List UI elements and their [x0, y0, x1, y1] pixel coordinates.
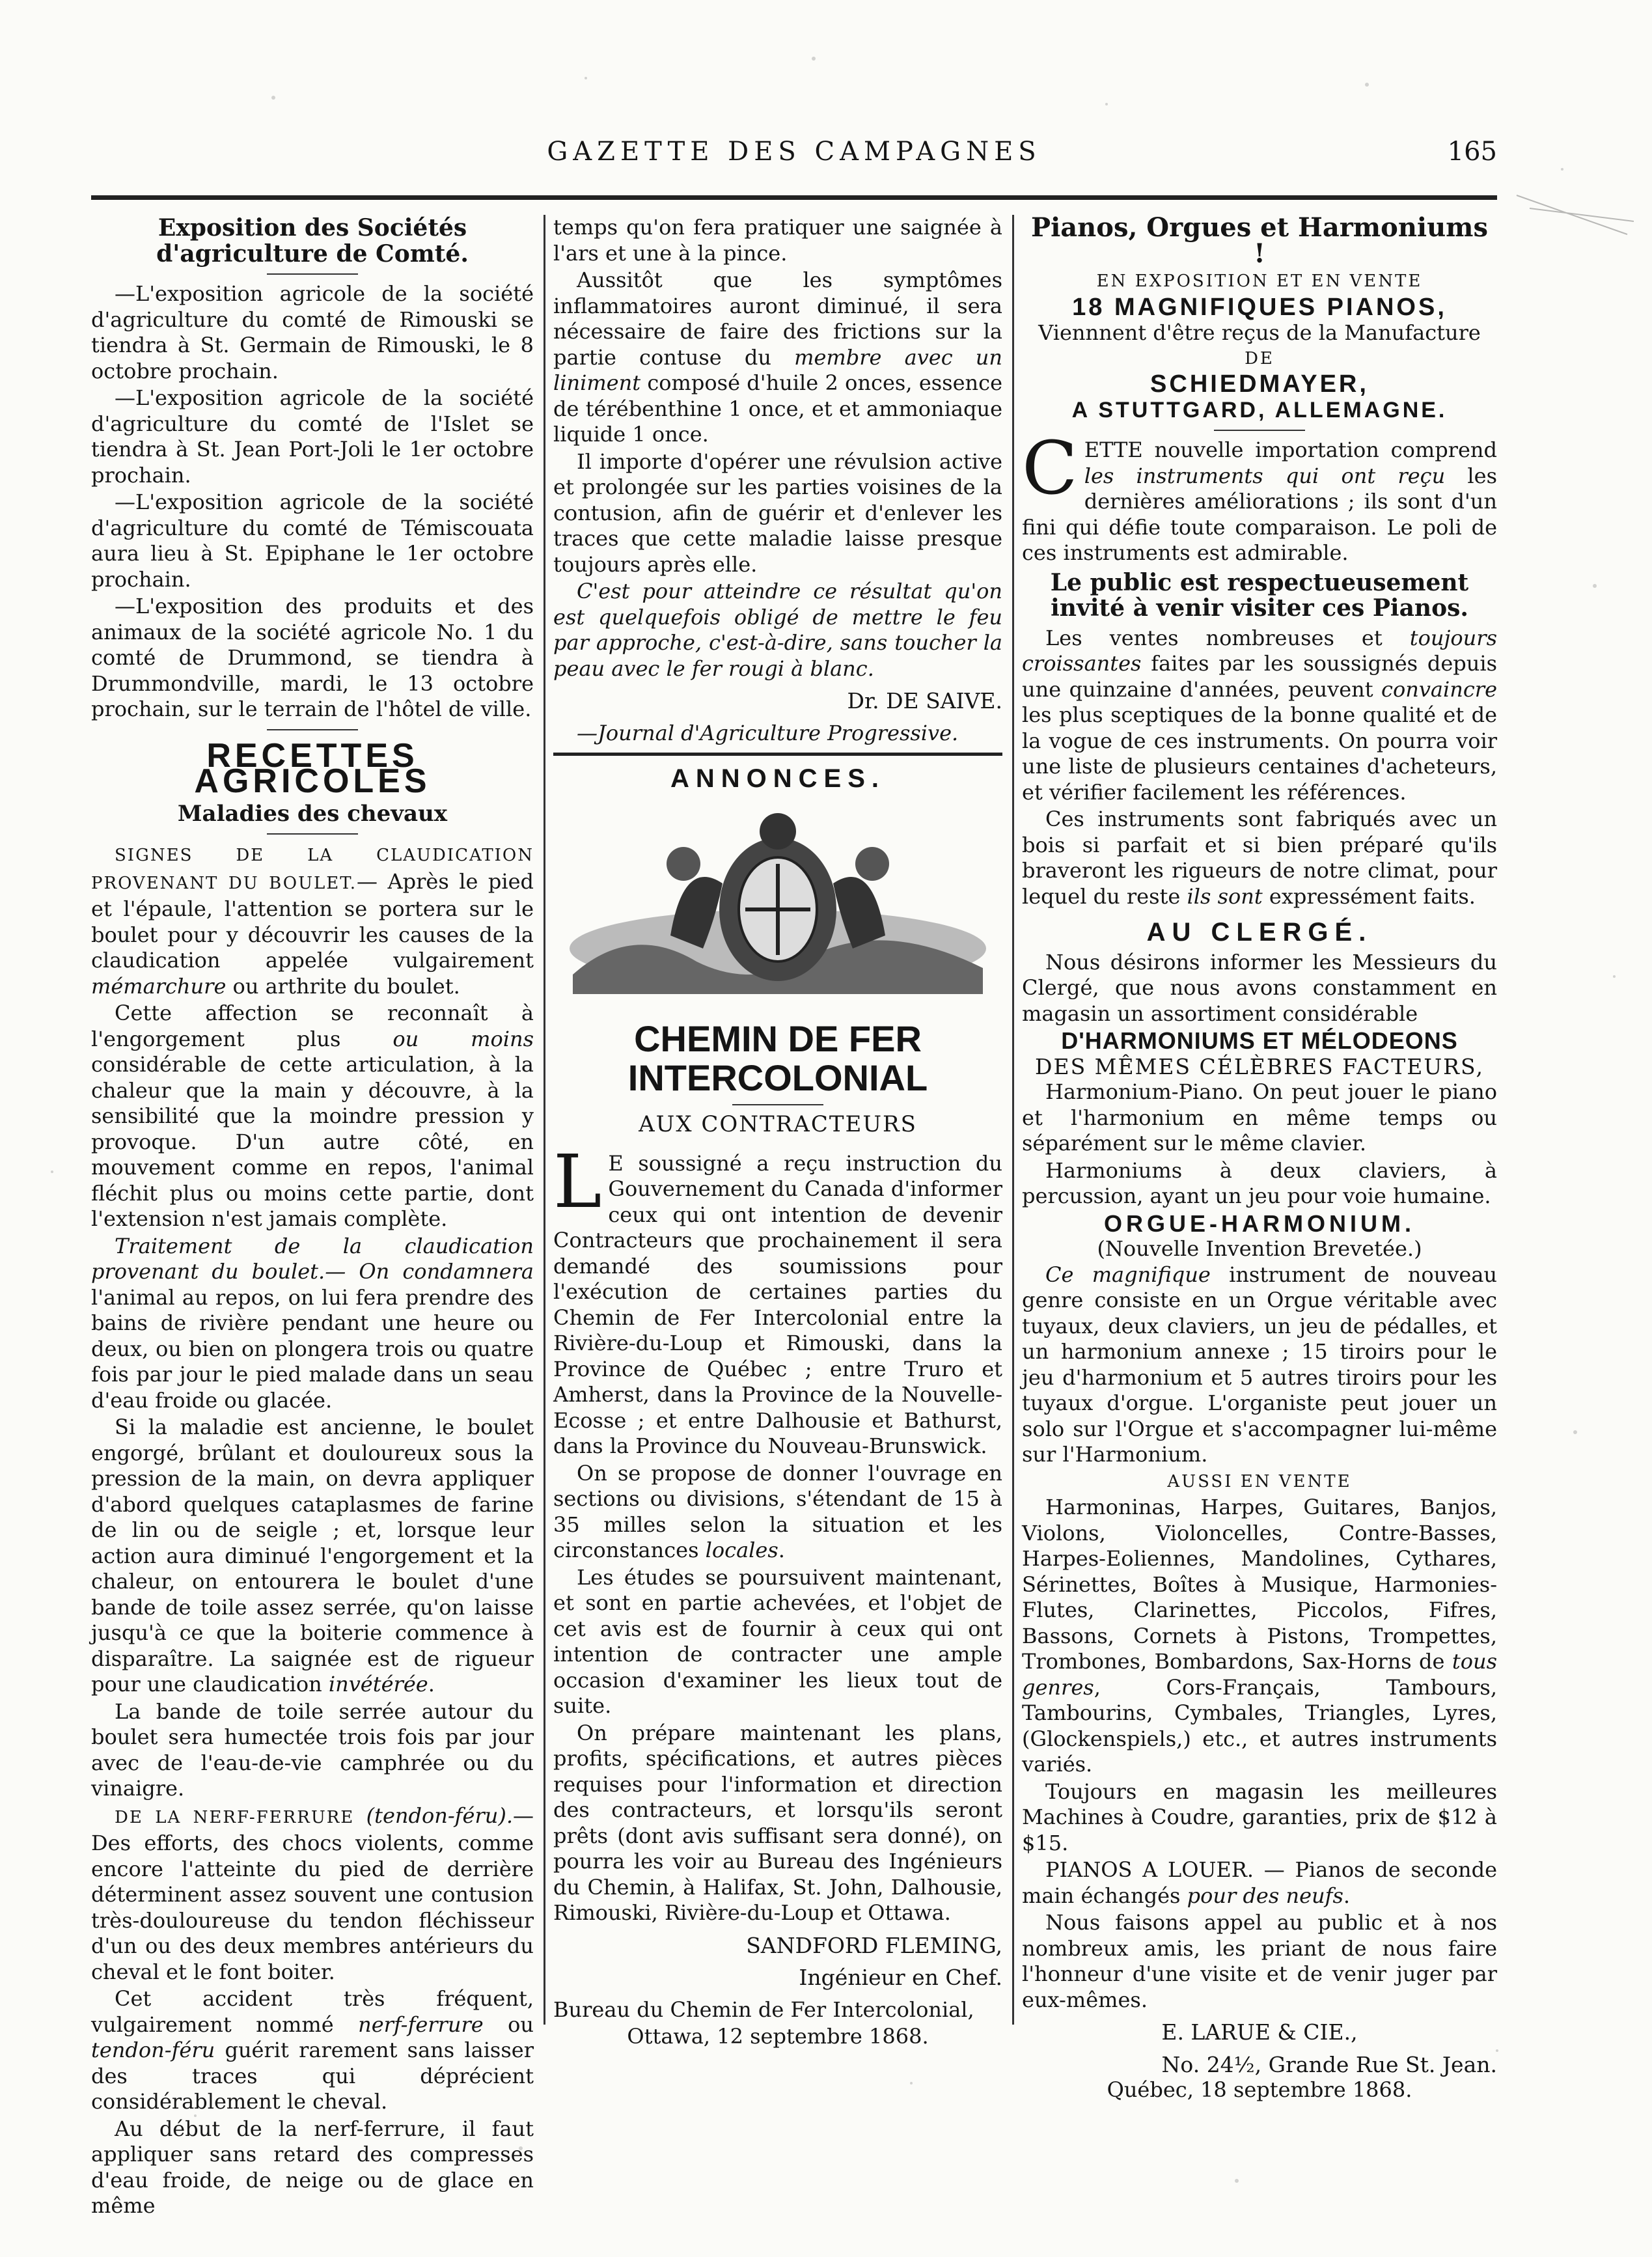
paragraph: —L'exposition agricole de la société d'agriculture du comté de Rimouski se tiendra à St. Germain de Rimouski, le 8 octobre prochain. [91, 281, 534, 383]
column-left [91, 215, 534, 2221]
text: composé d'huile 2 onces, essence de térébenthine 1 once, et et ammoniaque liquide 1 once. [553, 370, 1002, 447]
maker-location: A STUTTGARD, ALLEMAGNE. [1071, 397, 1448, 422]
text: , Cors-Français, Tambours, Tambourins, Cymbales, Triangles, Lyres, (Glockenspiels,) etc., et autres instruments variés. [1022, 1674, 1497, 1777]
paragraph: C'est pour atteindre ce résultat qu'on est quelquefois obligé de mettre le feu par approche, c'est-à-dire, sans toucher la peau avec le fer rougi à blanc. [553, 579, 1002, 681]
article-signature: Dr. DE SAIVE. [847, 688, 1002, 713]
contractors-subheading: AUX CONTRACTEURS [639, 1111, 917, 1137]
aussi-en-vente: AUSSI EN VENTE [1167, 1471, 1352, 1491]
page-header [91, 137, 1497, 182]
italic-text: ils sont [1187, 883, 1263, 909]
text: instrument de nouveau genre consiste en un Orgue véritable avec tuyaux, deux claviers, un jeu de pédalles, et un harmonium annexe ; 15 tiroirs pour le jeu d'harmonium et 5 autres tiroirs pour les tuyaux d'orgue. L'organiste peut jouer un solo sur l'Orgue et s'accompagner lui-même sur l'Harmonium. [1022, 1262, 1497, 1467]
pianos-count: 18 MAGNIFIQUES PIANOS, [1072, 293, 1447, 321]
coat-of-arms-engraving [553, 805, 1002, 1001]
paragraph: Toujours en magasin les meilleures Machines à Coudre, garanties, prix de $12 à $15. [1022, 1779, 1497, 1855]
italic-text: convaincre [1381, 676, 1497, 702]
header-rule [91, 195, 1497, 200]
italic-text: Traitement de la claudication provenant du boulet.— On condamnera [91, 1233, 534, 1284]
source-credit: —Journal d'Agriculture Progressive. [577, 720, 959, 745]
paragraph [553, 1461, 1002, 1564]
firm-name: E. LARUE & CIE., [1161, 2019, 1358, 2045]
date-line: Ottawa, 12 septembre 1868. [627, 2024, 929, 2049]
text: . [778, 1538, 785, 1562]
column-middle [553, 215, 1002, 2051]
ornament-divider [267, 729, 358, 730]
divider [732, 1104, 823, 1105]
italic-text: nerf-ferrure [358, 2012, 484, 2037]
italic-text: (tendon-féru). [354, 1803, 513, 1828]
paragraph [91, 841, 534, 999]
de-line: DE [1245, 348, 1274, 368]
text: On se propose de donner l'ouvrage en sections ou divisions, s'étendant de 15 à 35 milles selon la situation et les circonstances [553, 1460, 1002, 1562]
paragraph [1022, 426, 1498, 566]
text: les dernières améliorations ; ils sont d'un fini qui défie toute comparaison. Le poli de ces instruments est admirable. [1022, 463, 1498, 565]
paragraph: Harmoniums à deux claviers, à percussion, ayant un jeu pour voie humaine. [1022, 1157, 1497, 1208]
italic-text: locales [705, 1538, 778, 1562]
text: guérit rarement sans laisser des traces qui déprécient considérablement le cheval. [91, 2038, 534, 2114]
received-line: Viennnent d'être reçus de la Manufacture [1038, 320, 1481, 345]
divider [267, 833, 358, 835]
text: ou [483, 2012, 534, 2037]
paragraph: —L'exposition agricole de la société d'agriculture du comté de l'Islet se tiendra à St. Jean Port-Joli le 1er octobre prochain. [91, 385, 534, 488]
italic-text: invétérée [328, 1672, 428, 1696]
italic-text: membre avec un liniment [553, 344, 1003, 395]
drop-cap: C [1022, 426, 1078, 511]
paragraph: Il importe d'opérer une révulsion active et prolongée sur les parties voisines de la contusion, afin de guérir et d'enlever les traces que cette maladie laisse presque toujours après elle. [553, 449, 1002, 577]
italic-text: tendon-féru [91, 2038, 215, 2062]
text: . [428, 1672, 435, 1696]
exposition-vente: EN EXPOSITION ET EN VENTE [1096, 271, 1423, 291]
maladies-heading: Maladies des chevaux [177, 800, 448, 827]
text: faites par les soussignés depuis une quinzaine d'années, peuvent [1022, 651, 1497, 702]
annonces-heading: ANNONCES. [670, 764, 886, 793]
text: — Après le pied et l'épaule, l'attention se portera sur le boulet pour y découvrir les causes de la claudication appelée vulgairement [91, 868, 534, 973]
italic-text: mémarchure [91, 973, 227, 999]
text: l'animal au repos, on lui fera prendre des bains de rivière pendant une heure ou deux, ou bien on plongera trois ou quatre fois par jour le pied malade dans un seau d'eau froide ou glacée. [91, 1284, 534, 1413]
text: ou arthrite du boulet. [226, 973, 460, 999]
section-rule [553, 753, 1002, 756]
text: Les ventes nombreuses et [1045, 625, 1410, 650]
text: PIANOS A LOUER. — Pianos de seconde main échangés [1022, 1857, 1497, 1908]
paragraph: temps qu'on fera pratiquer une saignée à l'ars et une à la pince. [553, 215, 1002, 266]
italic-text: tous genres [1022, 1649, 1497, 1700]
paragraph: —L'exposition agricole de la société d'agriculture du comté de Témiscouata aura lieu à St. Epiphane le 1er octobre prochain. [91, 490, 534, 592]
caps-lead: SIGNES DE LA CLAUDICATION PROVENANT DU BOULET. [91, 846, 534, 893]
paragraph: Nous désirons informer les Messieurs du Clergé, que nous avons constamment en magasin un assortiment considérable [1022, 949, 1497, 1026]
page-number: 165 [1447, 137, 1497, 167]
paragraph: La bande de toile serrée autour du boulet sera humectée trois fois par jour avec de l'eau-de-vie camphrée ou du vinaigre. [91, 1698, 534, 1801]
paragraph: On prépare maintenant les plans, profits, spécifications, et autres pièces requises pour l'information et direction des contracteurs, et lorsqu'ils seront prêts (dont avis suffisant sera donné), on pourra les voir au Bureau des Ingénieurs du Chemin, à Halifax, St. John, Dalhousie, Rimouski, Rivière-du-Loup et Ottawa. [553, 1720, 1002, 1925]
clerge-heading: AU CLERGÉ. [1146, 918, 1373, 947]
paragraph [91, 1803, 534, 1986]
italic-text: Ce magnifique [1045, 1262, 1211, 1287]
signatory-name: SANDFORD FLEMING, [746, 1932, 1002, 1958]
paragraph [1022, 1495, 1497, 1778]
divider [267, 273, 358, 275]
italic-text: pour des neufs [1187, 1883, 1343, 1908]
exposition-heading: Exposition des Sociétés d'agriculture de Comté. [156, 214, 469, 268]
italic-text: les instruments qui ont reçu [1084, 463, 1446, 488]
signatory-role: Ingénieur en Chef. [799, 1965, 1002, 1990]
caps-lead: DE LA NERF-FERRURE [115, 1807, 355, 1827]
paragraph: Au début de la nerf-ferrure, il faut appliquer sans retard des compresses d'eau froide, de neige ou de glace en même [91, 2116, 534, 2218]
firm-date: Québec, 18 septembre 1868. [1107, 2077, 1412, 2102]
text: . [1343, 1883, 1351, 1908]
column-right [1022, 212, 1498, 2103]
italic-text: toujours croissantes [1022, 625, 1497, 676]
harmoniums-heading: D'HARMONIUMS ET MÉLODEONS [1061, 1027, 1458, 1054]
column-rule-1 [544, 215, 545, 2025]
text: Harmoninas, Harpes, Guitares, Banjos, Violons, Violoncelles, Contre-Basses, Harpes-Eoliennes, Mandolines, Cythares, Sérinettes, Boîtes à Musique, Harmonies-Flutes, Clarinettes, Piccolos, Fifres, Bassons, Cornets à Pistons, Trompettes, Trombones, Bombardons, Sax-Horns de [1022, 1495, 1497, 1674]
firm-address: No. 24½, Grande Rue St. Jean. [1161, 2051, 1497, 2077]
paragraph: Nous faisons appel au public et à nos nombreux amis, les priant de nous faire l'honneur d'une visite et de venir juger par eux-mêmes. [1022, 1910, 1497, 2012]
facteurs-line: DES MÊMES CÉLÈBRES FACTEURS, [1035, 1053, 1484, 1079]
paragraph: Harmonium-Piano. On peut jouer le piano et l'harmonium en même temps ou séparément sur le même clavier. [1022, 1079, 1497, 1156]
maker-name: SCHIEDMAYER, [1150, 370, 1369, 398]
paragraph [91, 1986, 534, 2115]
text: ETTE nouvelle importation comprend [1084, 437, 1497, 462]
paragraph [1022, 807, 1497, 909]
recettes-heading: RECETTES AGRICOLES [194, 736, 431, 800]
orgue-heading: ORGUE-HARMONIUM. [1104, 1210, 1415, 1237]
paragraph: —L'exposition des produits et des animaux de la société agricole No. 1 du comté de Drummond, se tiendra à Drummondville, mardi, le 13 octobre prochain, sur le terrain de l'hôtel de ville. [91, 594, 534, 721]
drop-cap: L [553, 1139, 602, 1225]
text: expressément faits. [1262, 883, 1476, 909]
italic-text: ou moins [392, 1026, 534, 1051]
invention-line: (Nouvelle Invention Brevetée.) [1097, 1236, 1422, 1261]
text: Ces instruments sont fabriqués avec un bois si parfait et si bien préparé qu'ils braveront les rigueurs de notre climat, pour lequel du reste [1022, 807, 1497, 909]
pianos-heading: Pianos, Orgues et Harmoniums ! [1030, 212, 1489, 269]
masthead-title: GAZETTE DES CAMPAGNES [547, 137, 1041, 167]
paragraph [1022, 626, 1497, 806]
text: E soussigné a reçu instruction du Gouvernement du Canada d'informer ceux qui ont intention de devenir Contracteurs que prochainement il sera demandé des soumissions pour l'exécution de certaines parties du Chemin de Fer Intercolonial entre la Rivière-du-Loup et Rimouski, dans la Province de Québec ; entre Truro et Amherst, dans la Province de la Nouvelle-Ecosse ; et entre Dalhousie et Bathurst, dans la Province du Nouveau-Brunswick. [553, 1150, 1002, 1458]
text: Cette affection se reconnaît à l'engorgement plus [91, 1001, 534, 1051]
text: — Des efforts, des chocs violents, comme encore l'atteinte du pied de derrière déterminent assez souvent une contusion très-douloureuse du tendon fléchisseur d'un ou des deux membres antérieurs du cheval et le font boiter. [91, 1803, 534, 1984]
text: Aussitôt que les symptômes inflammatoires auront diminué, il sera nécessaire de faire des frictions sur la partie contuse du [553, 268, 1002, 370]
paragraph [1022, 1857, 1497, 1909]
railway-headline: CHEMIN DE FER INTERCOLONIAL [627, 1018, 928, 1098]
text: Si la maladie est ancienne, le boulet engorgé, brûlant et douloureux sous la pression de la main, on devra appliquer d'abord quelques cataplasmes de farine de lin ou de seigle ; et, lorsque leur action aura diminué l'engorgement et la chaleur, on entourera le boulet d'une bande de toile assez serrée, qu'on laisse jusqu'à ce que la boiterie commence à disparaître. La saignée est de rigueur pour une claudication [91, 1415, 534, 1696]
notice-paragraph [553, 1139, 1002, 1460]
divider [1214, 430, 1305, 431]
column-rule-2 [1012, 215, 1014, 2025]
public-invite: Le public est respectueusement invité à venir visiter ces Pianos. [1050, 568, 1469, 622]
text: considérable de cette articulation, à la chaleur que la main y découvre, à la sensibilité que la moindre pression y provoque. D'un autre côté, en mouvement comme en repos, l'animal fléchit plus ou moins cette partie, dont l'extension n'est jamais complète. [91, 1052, 534, 1231]
paragraph [1022, 1262, 1497, 1468]
paragraph [91, 1234, 534, 1414]
paragraph: Les études se poursuivent maintenant, et sont en partie achevées, et l'objet de cet avis est de fournir à ceux qui ont intention de contracter une ample occasion d'examiner les lieux tout de suite. [553, 1564, 1002, 1718]
bureau-line: Bureau du Chemin de Fer Intercolonial, [553, 1997, 974, 2022]
text: les plus sceptiques de la bonne qualité et de la vogue de ces instruments. On pourra voir une liste de plusieurs centaines d'acheteurs, et vérifier facilement les références. [1022, 702, 1497, 805]
text: Cet accident très fréquent, vulgairement nommé [91, 1986, 534, 2037]
paragraph [91, 1001, 534, 1232]
paragraph [91, 1415, 534, 1698]
paragraph [553, 268, 1002, 448]
